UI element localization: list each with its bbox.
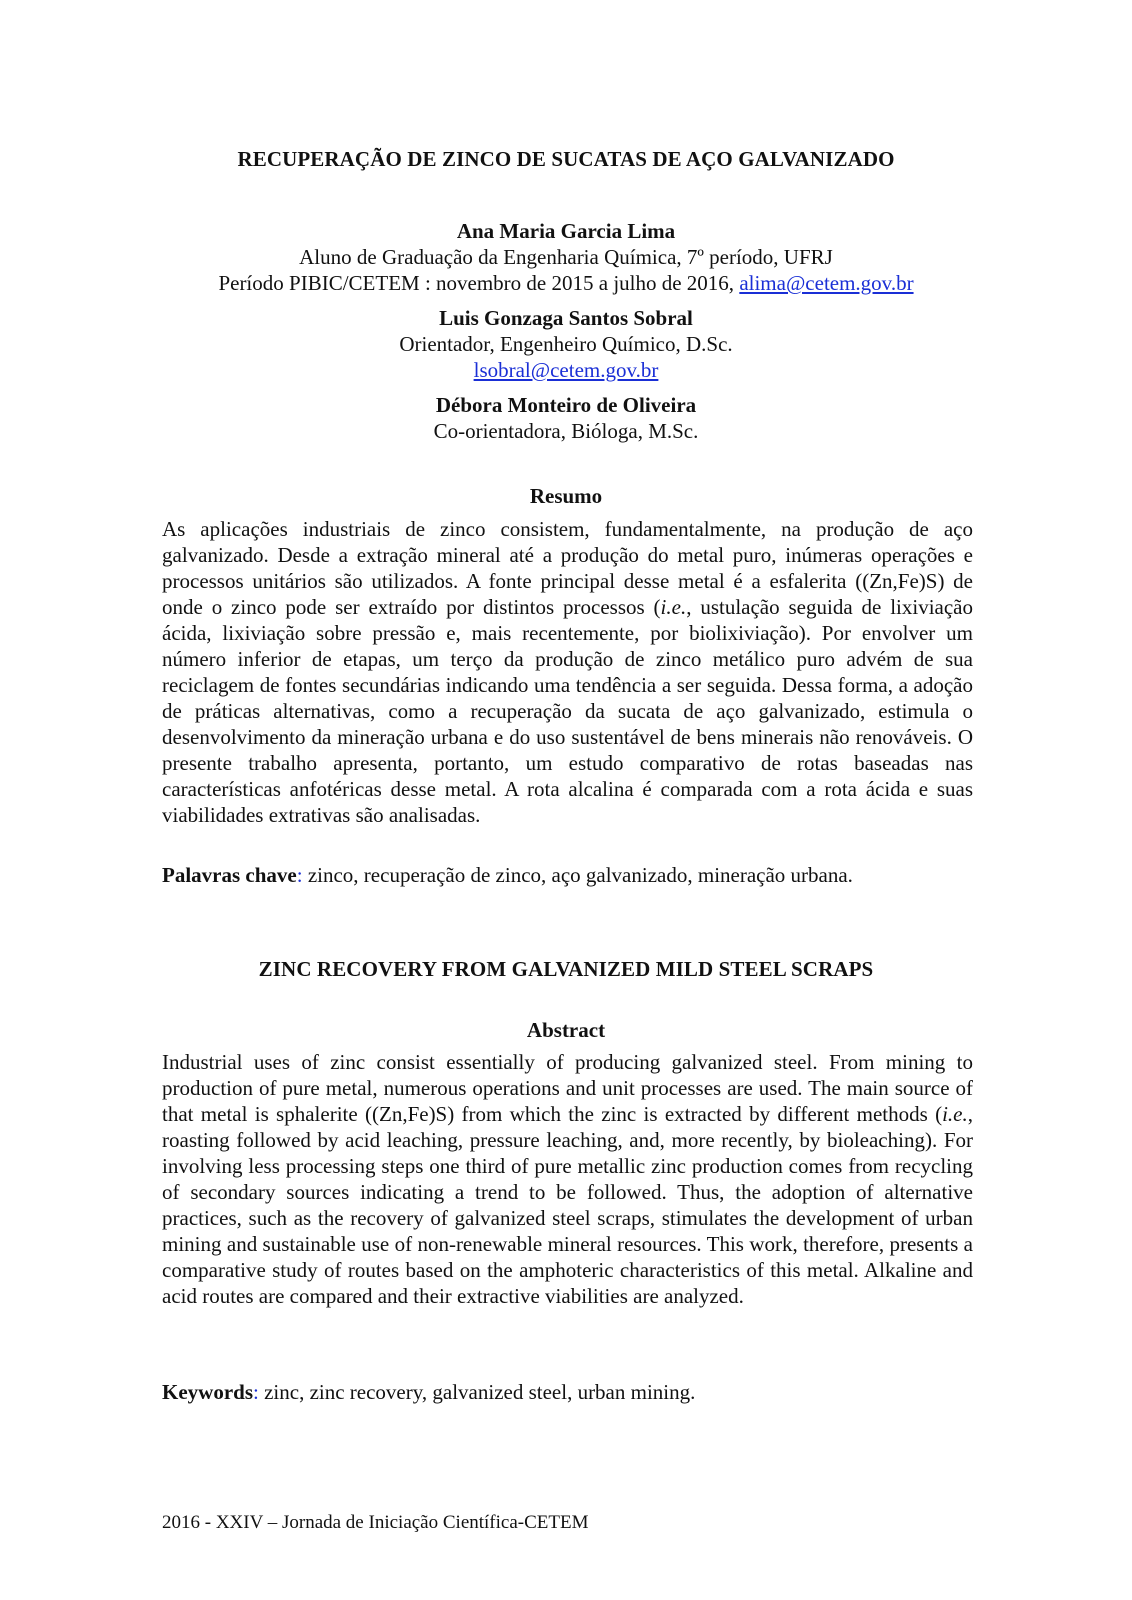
author-1 (0, 218, 1132, 296)
keywords-english (162, 1379, 973, 1405)
resumo-paragraph (162, 516, 973, 828)
author-name: Ana Maria Garcia Lima (456, 219, 676, 243)
author-email-link[interactable]: lsobral@cetem.gov.br (473, 358, 659, 382)
author-affiliation: Orientador, Engenheiro Químico, D.Sc. (399, 332, 733, 356)
title-portuguese: RECUPERAÇÃO DE ZINCO DE SUCATAS DE AÇO GALVANIZADO (237, 147, 895, 171)
abstract-text-part1: Industrial uses of zinc consist essentially of producing galvanized steel. From mining to production of pure metal, numerous operations and unit processes are used. The main source of that metal is sphalerite ((Zn,Fe)S) from which the zinc is extracted by different methods ( (162, 1050, 973, 1126)
authors-block (0, 218, 1132, 453)
palavras-chave (162, 862, 973, 888)
abstract-ie: i.e. (942, 1102, 968, 1126)
author-3 (0, 392, 1132, 444)
author-period-text: Período PIBIC/CETEM : novembro de 2015 a julho de 2016, (218, 271, 740, 295)
abstract-text-part2: , roasting followed by acid leaching, pressure leaching, and, more recently, by bioleaching). For involving less processing steps one third of pure metallic zinc production comes from recycling of secondary sources indicating a trend to be followed. Thus, the adoption of alternative practices, such as the recovery of galvanized steel scraps, stimulates the development of urban mining and sustainable use of non-renewable mineral resources. This work, therefore, presents a comparative study of routes based on the amphoteric characteristics of this metal. Alkaline and acid routes are compared and their extractive viabilities are analyzed. (162, 1102, 973, 1308)
author-name: Luis Gonzaga Santos Sobral (439, 306, 693, 330)
author-email-line (0, 357, 1132, 383)
author-period (0, 270, 1132, 296)
title-english: ZINC RECOVERY FROM GALVANIZED MILD STEEL SCRAPS (258, 957, 874, 981)
abstract-heading: Abstract (526, 1018, 606, 1042)
keywords-colon: : (253, 1380, 259, 1404)
author-affiliation: Aluno de Graduação da Engenharia Química, 7º período, UFRJ (299, 245, 833, 269)
keywords-text: zinc, zinc recovery, galvanized steel, urban mining. (258, 1380, 696, 1404)
author-name: Débora Monteiro de Oliveira (435, 393, 697, 417)
author-email-link[interactable]: alima@cetem.gov.br (739, 271, 914, 295)
page-footer: 2016 - XXIV – Jornada de Iniciação Científica-CETEM (162, 1512, 589, 1533)
palavras-chave-text: zinco, recuperação de zinco, aço galvanizado, mineração urbana. (302, 863, 853, 887)
author-affiliation: Co-orientadora, Bióloga, M.Sc. (433, 419, 699, 443)
keywords-label: Keywords (162, 1380, 253, 1404)
resumo-heading: Resumo (529, 484, 603, 508)
resumo-text-part1: As aplicações industriais de zinco consistem, fundamentalmente, na produção de aço galvanizado. Desde a extração mineral até a produção do metal puro, inúmeras operações e processos unitários são utilizados. A fonte principal desse metal é a esfalerita ((Zn,Fe)S) de onde o zinco pode ser extraído por distintos processos ( (162, 517, 973, 619)
resumo-ie: i.e. (660, 595, 687, 619)
resumo-text-part2: , ustulação seguida de lixiviação ácida, lixiviação sobre pressão e, mais recentemente, por biolixiviação). Por envolver um número inferior de etapas, um terço da produção de zinco metálico puro advém de sua reciclagem de fontes secundárias indicando uma tendência a ser seguida. Dessa forma, a adoção de práticas alternativas, como a recuperação da sucata de aço galvanizado, estimula o desenvolvimento da mineração urbana e do uso sustentável de bens minerais não renováveis. O presente trabalho apresenta, portanto, um estudo comparativo de rotas baseadas nas características anfotéricas desse metal. A rota alcalina é comparada com a rota ácida e suas viabilidades extrativas são analisadas. (162, 595, 973, 827)
palavras-chave-colon: : (296, 863, 303, 887)
palavras-chave-label: Palavras chave (162, 863, 297, 887)
author-2 (0, 305, 1132, 383)
abstract-paragraph (162, 1049, 973, 1309)
